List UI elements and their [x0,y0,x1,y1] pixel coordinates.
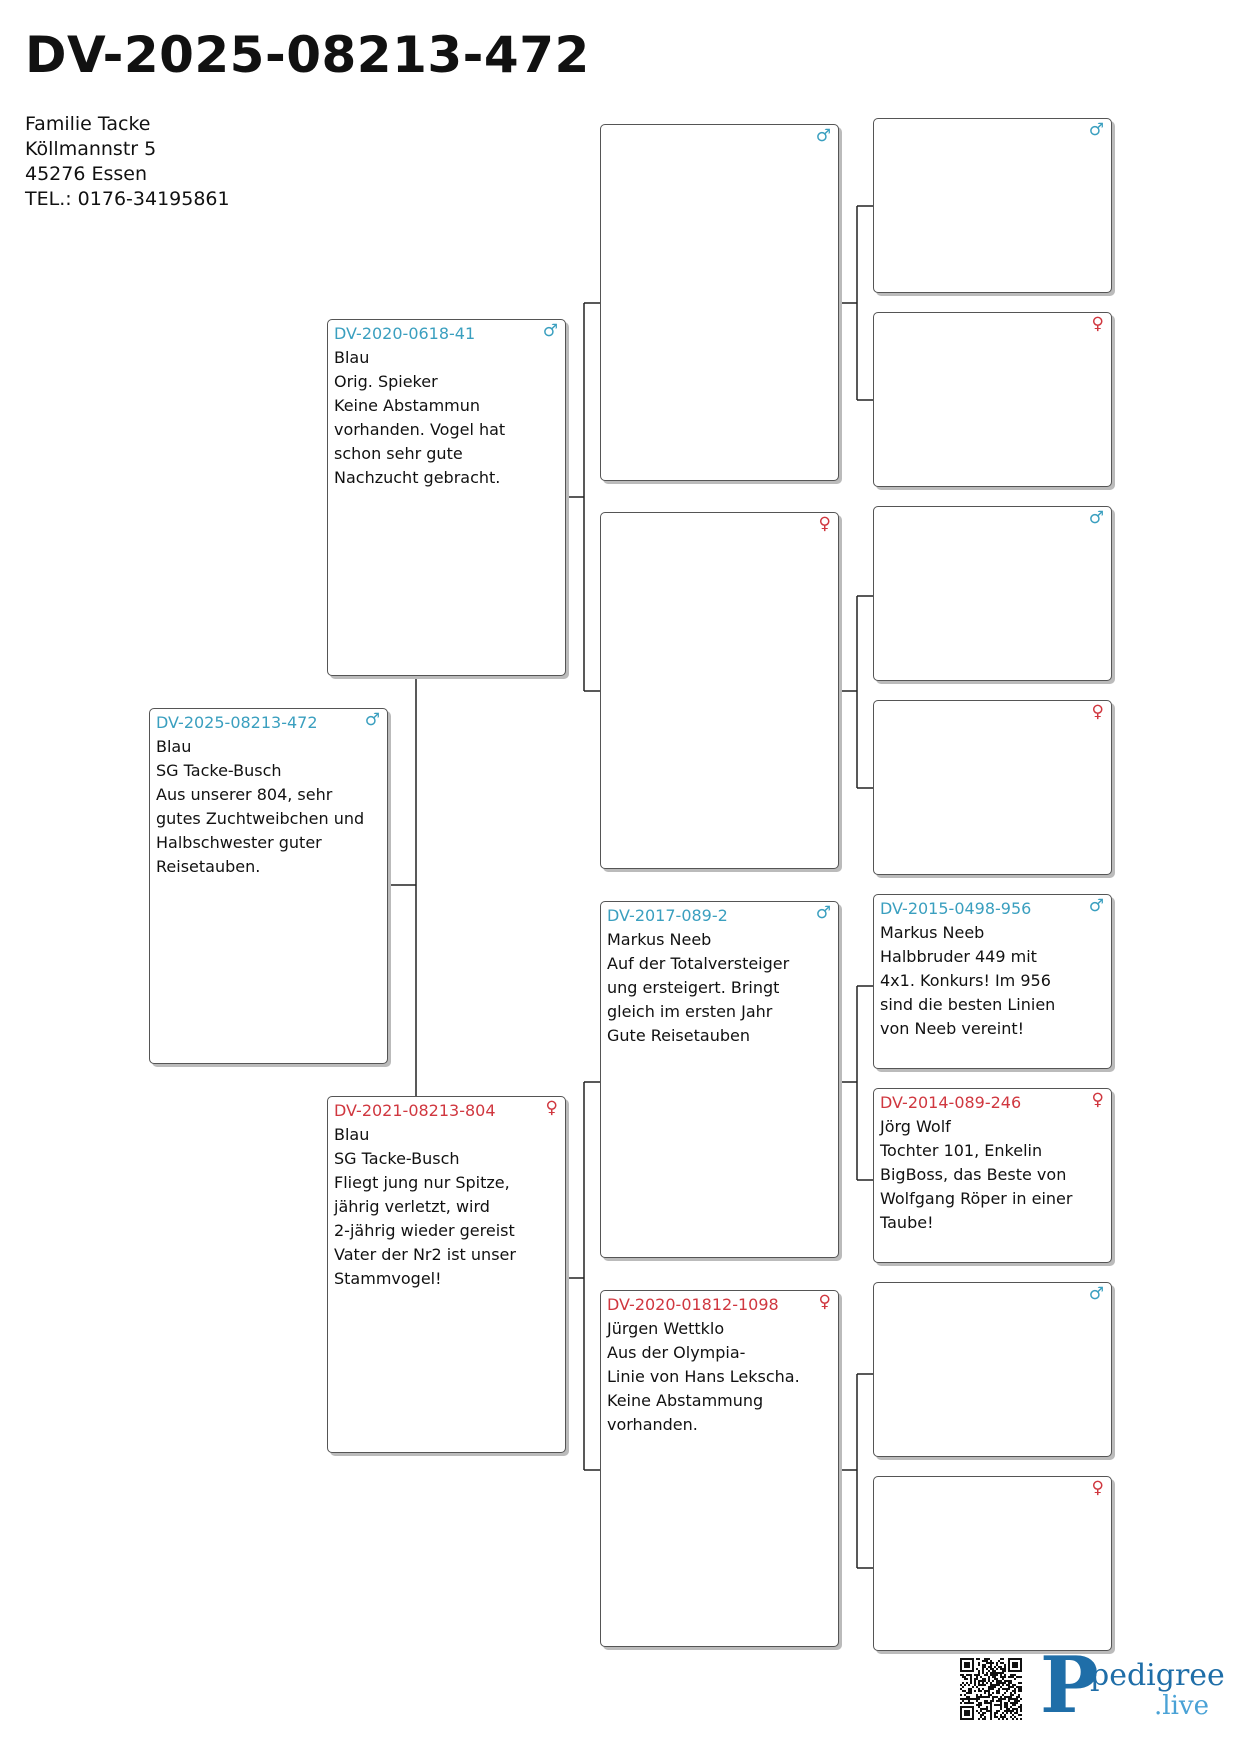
pigeon-card[interactable] [873,1476,1112,1651]
pigeon-note-line: gleich im ersten Jahr [607,1002,773,1021]
pigeon-note-line: Blau [334,348,370,367]
pigeon-note-line: Jürgen Wettklo [607,1319,725,1338]
pigeon-card[interactable] [873,894,1112,1069]
pigeon-note-line: Auf der Totalversteiger [607,954,790,973]
pigeon-note-line: Markus Neeb [880,923,985,942]
pigeon-note-line: Stammvogel! [334,1269,442,1288]
female-symbol-icon: ♀ [545,1098,558,1118]
owner-street: Köllmannstr 5 [25,138,157,160]
pigeon-card[interactable] [149,708,388,1064]
ring-number: DV-2017-089-2 [607,906,728,925]
ring-number [880,1479,1105,1503]
male-symbol-icon: ♂ [1088,508,1104,528]
ring-number: DV-2014-089-246 [880,1093,1022,1112]
pigeon-note-line: gutes Zuchtweibchen und [156,809,365,828]
pigeon-note-line: Nachzucht gebracht. [334,468,501,487]
pigeon-note-line: 2-jährig wieder gereist [334,1221,515,1240]
pigeon-card[interactable] [873,1282,1112,1457]
pigeon-card[interactable] [873,1088,1112,1263]
ring-number: DV-2021-08213-804 [334,1101,496,1120]
owner-city: 45276 Essen [25,163,148,185]
qr-code-icon [960,1658,1022,1720]
ring-number: DV-2025-08213-472 [156,713,318,732]
pigeon-note-line: schon sehr gute [334,444,463,463]
pigeon-note-line: sind die besten Linien [880,995,1056,1014]
male-symbol-icon: ♂ [364,710,380,730]
male-symbol-icon: ♂ [815,126,831,146]
pigeon-note-line: Reisetauben. [156,857,261,876]
male-symbol-icon: ♂ [1088,896,1104,916]
pigeon-note-line: Wolfgang Röper in einer [880,1189,1073,1208]
pigeon-note-line: Aus unserer 804, sehr [156,785,333,804]
pigeon-note-line: Blau [156,737,192,756]
pigeon-note-line: SG Tacke-Busch [156,761,282,780]
pigeon-note-line: Jörg Wolf [880,1117,951,1136]
pigeon-note-line: vorhanden. Vogel hat [334,420,506,439]
pigeon-card[interactable] [873,312,1112,487]
male-symbol-icon: ♂ [1088,1284,1104,1304]
pigeon-note-line: Orig. Spieker [334,372,438,391]
pigeon-note-line: SG Tacke-Busch [334,1149,460,1168]
pedigree-logo-tld: .live [1154,1691,1209,1721]
ring-number [607,515,832,539]
pigeon-note-line: Halbschwester guter [156,833,322,852]
pigeon-note-line: Aus der Olympia- [607,1343,746,1362]
pigeon-card[interactable] [873,506,1112,681]
pigeon-note-line: Halbbruder 449 mit [880,947,1037,966]
ring-number: DV-2020-0618-41 [334,324,476,343]
ring-number: DV-2020-01812-1098 [607,1295,779,1314]
pigeon-card[interactable] [327,319,566,676]
pigeon-note-line: jährig verletzt, wird [334,1197,490,1216]
pigeon-note-line: von Neeb vereint! [880,1019,1025,1038]
pigeon-note-line: Vater der Nr2 ist unser [334,1245,516,1264]
female-symbol-icon: ♀ [818,514,831,534]
pigeon-note-line: 4x1. Konkurs! Im 956 [880,971,1051,990]
female-symbol-icon: ♀ [1091,314,1104,334]
ring-number [880,703,1105,727]
pigeon-note-line: Linie von Hans Lekscha. [607,1367,800,1386]
pigeon-note-line: vorhanden. [607,1415,698,1434]
female-symbol-icon: ♀ [1091,1478,1104,1498]
pigeon-note-line: BigBoss, das Beste von [880,1165,1067,1184]
footer-branding [960,1640,1225,1731]
pigeon-note-line: Gute Reisetauben [607,1026,750,1045]
pigeon-card[interactable] [600,512,839,869]
pigeon-note-line: Taube! [880,1213,934,1232]
pigeon-note-line: ung ersteigert. Bringt [607,978,780,997]
pigeon-note-line: Keine Abstammun [334,396,481,415]
pigeon-note-line: Tochter 101, Enkelin [880,1141,1043,1160]
pedigree-title: DV-2025-08213-472 [25,26,590,84]
owner-name: Familie Tacke [25,113,151,135]
ring-number [607,127,832,151]
ring-number: DV-2015-0498-956 [880,899,1032,918]
female-symbol-icon: ♀ [1091,702,1104,722]
pedigree-logo-name: pedigree [1090,1658,1225,1693]
owner-phone: TEL.: 0176-34195861 [25,188,230,210]
male-symbol-icon: ♂ [542,321,558,341]
male-symbol-icon: ♂ [815,903,831,923]
ring-number [880,315,1105,339]
pigeon-card[interactable] [600,124,839,481]
pigeon-card[interactable] [327,1096,566,1453]
pigeon-card[interactable] [600,1290,839,1647]
male-symbol-icon: ♂ [1088,120,1104,140]
pigeon-note-line: Blau [334,1125,370,1144]
pigeon-note-line: Fliegt jung nur Spitze, [334,1173,510,1192]
female-symbol-icon: ♀ [1091,1090,1104,1110]
pigeon-card[interactable] [873,118,1112,293]
female-symbol-icon: ♀ [818,1292,831,1312]
ring-number [880,1285,1105,1309]
ring-number [880,121,1105,145]
pedigree-logo-initial: P [1040,1640,1099,1731]
pigeon-card[interactable] [600,901,839,1258]
pigeon-note-line: Keine Abstammung [607,1391,764,1410]
pigeon-note-line: Markus Neeb [607,930,712,949]
pigeon-card[interactable] [873,700,1112,875]
ring-number [880,509,1105,533]
